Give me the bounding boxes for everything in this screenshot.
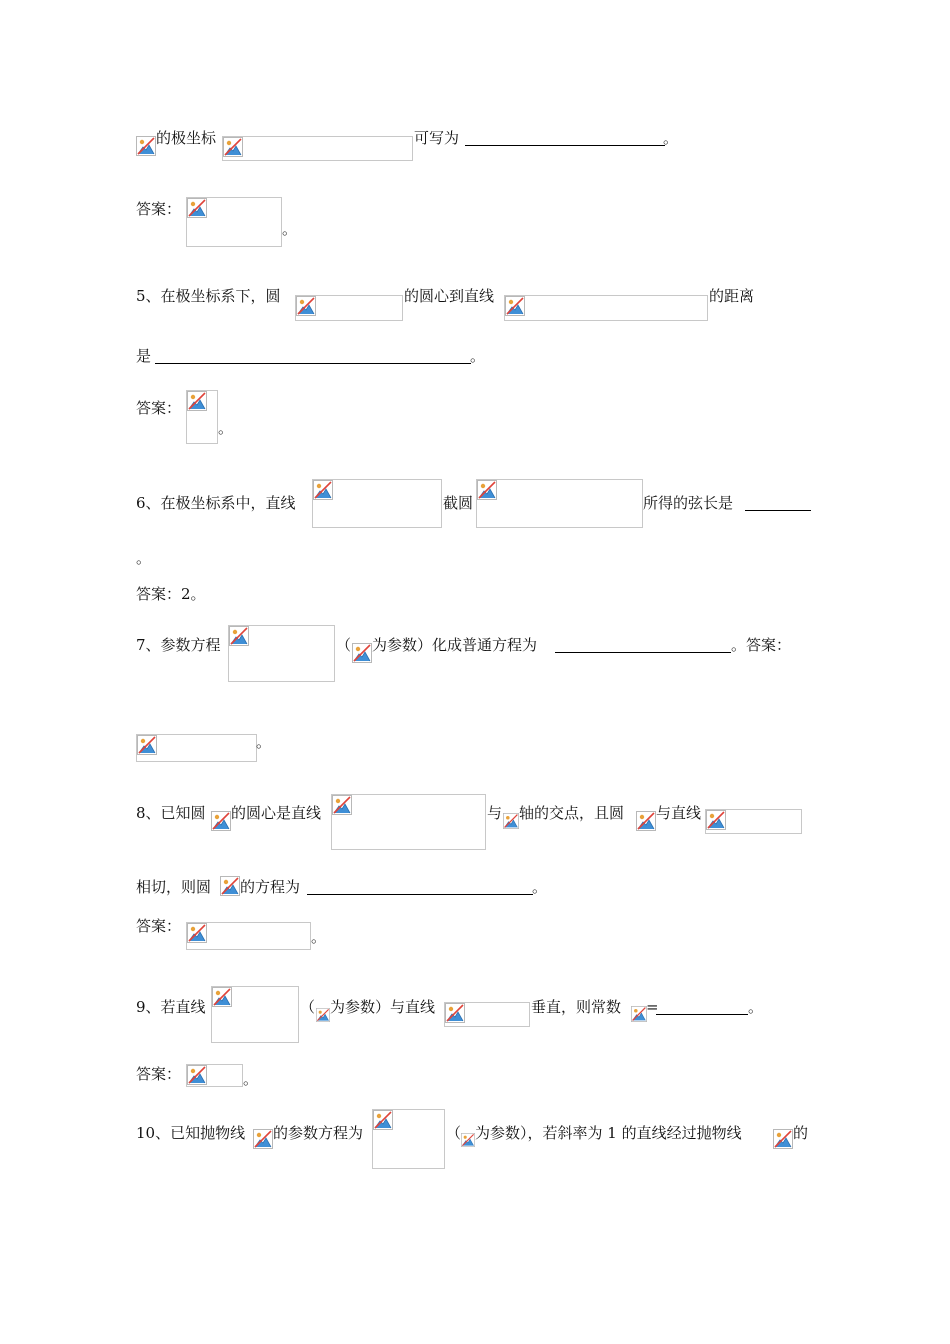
question-10-text: 的参数方程为: [273, 1124, 364, 1142]
broken-image-icon: [220, 876, 240, 896]
line-text: 的极坐标: [156, 129, 217, 147]
broken-image-icon: [211, 811, 231, 831]
period: 。: [282, 220, 298, 238]
formula-image: [295, 295, 403, 321]
answer-image: [186, 1064, 243, 1087]
answer-image: [186, 197, 282, 247]
broken-image-icon: [373, 1110, 393, 1130]
question-8-text: 相切，则圆: [136, 878, 212, 896]
broken-image-icon: [706, 810, 726, 830]
question-10-text: 为参数），若斜率为 1 的直线经过抛物线: [475, 1124, 742, 1142]
formula-image: [352, 643, 372, 665]
formula-image: [773, 1129, 793, 1151]
broken-image-icon: [187, 1065, 207, 1085]
question-8-text: 的圆心是直线: [231, 804, 322, 822]
broken-image-icon: [352, 643, 372, 663]
formula-image: [228, 625, 335, 682]
question-7-text: 7、参数方程: [136, 636, 221, 654]
question-7-text: （: [336, 636, 352, 654]
broken-image-icon: [332, 795, 352, 815]
fill-blank: [465, 145, 665, 146]
answer-label: 答案：: [136, 399, 182, 417]
formula-image: [222, 136, 413, 161]
period: 。: [256, 733, 272, 751]
broken-image-icon: [187, 391, 207, 411]
question-10-text: 10、已知抛物线: [136, 1124, 246, 1142]
broken-image-icon: [505, 296, 525, 316]
broken-image-icon: [253, 1129, 273, 1149]
formula-image: [461, 1131, 475, 1151]
broken-image-icon: [187, 198, 207, 218]
question-9-text: （: [300, 998, 316, 1016]
question-10-text: （: [446, 1124, 462, 1142]
period: 。: [136, 549, 152, 567]
question-5-text: 5、在极坐标系下，圆: [136, 287, 281, 305]
fill-blank: [555, 652, 731, 653]
question-8-text: 的方程为: [240, 878, 301, 896]
question-8-text: 轴的交点，且圆: [519, 804, 625, 822]
formula-image: [211, 811, 231, 833]
broken-image-icon: [477, 480, 497, 500]
question-6-text: 截圆: [443, 494, 474, 512]
question-7-text: 。答案：: [731, 636, 792, 654]
answer-label: 答案：: [136, 917, 182, 935]
fill-blank: [745, 510, 811, 511]
fill-blank: [155, 363, 471, 364]
formula-image: [503, 813, 519, 831]
formula-image: [253, 1129, 273, 1151]
line-text: 可写为: [414, 129, 460, 147]
question-5-text: 是: [136, 347, 152, 365]
fill-blank: [307, 894, 533, 895]
formula-image: [316, 1005, 330, 1027]
formula-image: [705, 809, 802, 834]
formula-image: [211, 986, 299, 1043]
question-9-text: 9、若直线: [136, 998, 206, 1016]
broken-image-icon: [773, 1129, 793, 1149]
formula-image: [504, 295, 708, 321]
broken-image-icon: [223, 137, 243, 157]
answer-label: 答案：: [136, 1065, 182, 1083]
answer-image: [136, 734, 257, 762]
question-8-text: 8、已知圆: [136, 804, 206, 822]
answer-label: 答案：: [136, 200, 182, 218]
formula-image: [220, 876, 240, 898]
period: 。: [243, 1070, 259, 1088]
question-9-text: 为参数）与直线: [330, 998, 436, 1016]
broken-image-icon: [313, 480, 333, 500]
question-6-text: 所得的弦长是: [643, 494, 734, 512]
formula-image: [312, 479, 442, 528]
formula-image: [331, 794, 486, 850]
question-8-text: 与: [487, 804, 503, 822]
question-7-text: 为参数）化成普通方程为: [372, 636, 538, 654]
fill-blank: [656, 1014, 748, 1015]
broken-image-icon: [636, 811, 656, 831]
broken-image-icon: [445, 1003, 465, 1023]
period: 。: [663, 129, 679, 147]
broken-image-icon: [136, 136, 156, 156]
broken-image-icon: [137, 735, 157, 755]
period: 。: [748, 998, 764, 1016]
broken-image-icon: [316, 1005, 330, 1025]
question-5-text: 的距离: [709, 287, 755, 305]
broken-image-icon: [229, 626, 249, 646]
broken-image-icon: [212, 987, 232, 1007]
broken-image-icon: [461, 1131, 475, 1149]
period: 。: [532, 878, 548, 896]
formula-image: [136, 136, 156, 160]
broken-image-icon: [296, 296, 316, 316]
period: 。: [218, 419, 234, 437]
formula-image: [444, 1002, 530, 1027]
formula-image: [476, 479, 643, 528]
broken-image-icon: [187, 923, 207, 943]
formula-image: [372, 1109, 445, 1169]
answer-6-text: 答案：2。: [136, 585, 206, 603]
question-6-text: 6、在极坐标系中，直线: [136, 494, 296, 512]
period: 。: [311, 928, 327, 946]
answer-image: [186, 390, 218, 444]
broken-image-icon: [503, 813, 519, 829]
question-8-text: 与直线: [656, 804, 702, 822]
question-9-text: =: [646, 998, 659, 1016]
question-9-text: 垂直，则常数: [531, 998, 622, 1016]
broken-image-icon: [631, 1005, 647, 1023]
formula-image: [631, 1005, 647, 1025]
question-10-text: 的: [793, 1124, 809, 1142]
question-5-text: 的圆心到直线: [404, 287, 495, 305]
answer-image: [186, 922, 311, 950]
period: 。: [470, 347, 486, 365]
formula-image: [636, 811, 656, 833]
